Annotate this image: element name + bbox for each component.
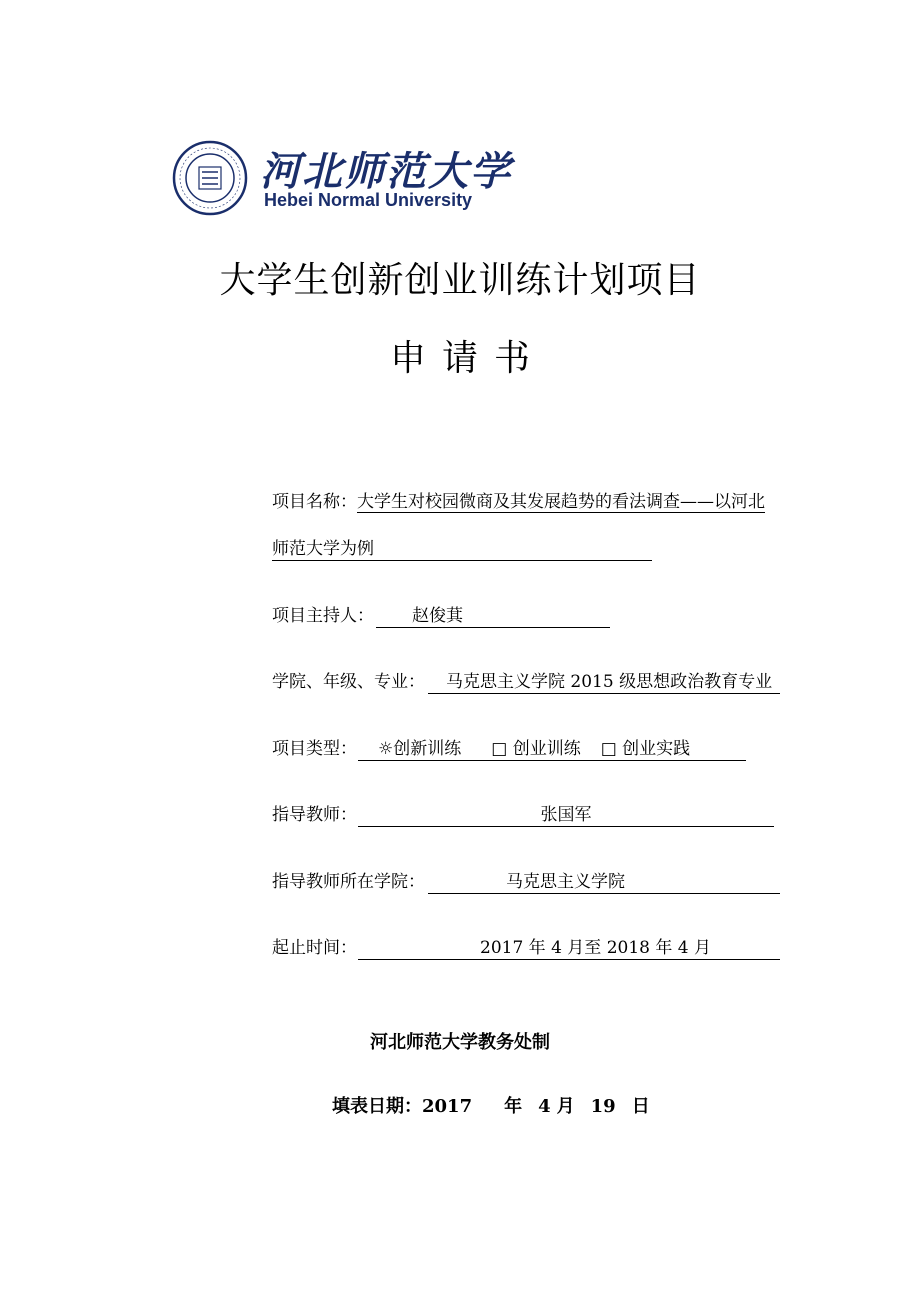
advisor-value-field [358, 804, 774, 827]
project-name-value-line2: 师范大学为例 [272, 538, 652, 561]
fill-date-month-unit: 月 [556, 1096, 575, 1117]
university-seal-icon [172, 140, 248, 216]
fill-date-day-unit: 日 [631, 1096, 650, 1117]
university-logo [172, 140, 512, 220]
project-name-row [272, 491, 765, 513]
issuer-line: 河北师范大学教务处制 [370, 1032, 550, 1053]
fill-date-year-unit: 年 [504, 1096, 523, 1117]
college-label: 学院、年级、专业： [272, 672, 425, 692]
college-value-field [428, 671, 780, 694]
fill-date-day: 19 [590, 1096, 616, 1117]
college-value: 马克思主义学院 2015 级思想政治教育专业 [446, 672, 773, 692]
advisor-row [272, 804, 357, 826]
host-value: 赵俊萁 [412, 606, 463, 626]
advisor-value: 张国军 [540, 805, 592, 825]
type-row [272, 738, 357, 760]
period-value-field [358, 937, 780, 960]
period-label: 起止时间： [272, 938, 357, 958]
host-label: 项目主持人： [272, 606, 374, 626]
type-label: 项目类型： [272, 739, 357, 759]
period-value: 2017 年 4 月至 2018 年 4 月 [480, 938, 711, 958]
type-option-entrepreneurship-training[interactable]: □ 创业训练 [491, 739, 581, 759]
host-value-field [376, 605, 610, 628]
type-option-innovation[interactable]: ☼创新训练 [378, 739, 462, 759]
fill-date-label: 填表日期： [332, 1096, 422, 1117]
advisor-college-value-field [428, 871, 780, 894]
project-name-label: 项目名称： [272, 492, 357, 512]
advisor-college-row [272, 871, 425, 893]
document-subtitle: 申请书 [389, 338, 546, 379]
document-title: 大学生创新创业训练计划项目 [219, 260, 701, 301]
fill-date-year: 2017 [422, 1096, 473, 1117]
period-row [272, 937, 357, 959]
host-row [272, 605, 374, 627]
logo-chinese-name: 河北师范大学 [260, 148, 512, 195]
college-row [272, 671, 425, 693]
project-name-value-line1: 大学生对校园微商及其发展趋势的看法调查——以河北 [357, 492, 765, 512]
advisor-college-label: 指导教师所在学院： [272, 872, 425, 892]
fill-date-month: 4 [538, 1096, 551, 1117]
logo-english-name: Hebei Normal University [264, 190, 473, 210]
advisor-college-value: 马克思主义学院 [506, 872, 625, 892]
fill-date-row [332, 1092, 650, 1118]
type-option-entrepreneurship-practice[interactable]: □ 创业实践 [600, 739, 691, 759]
type-options-field [358, 738, 746, 761]
advisor-label: 指导教师： [272, 805, 357, 825]
